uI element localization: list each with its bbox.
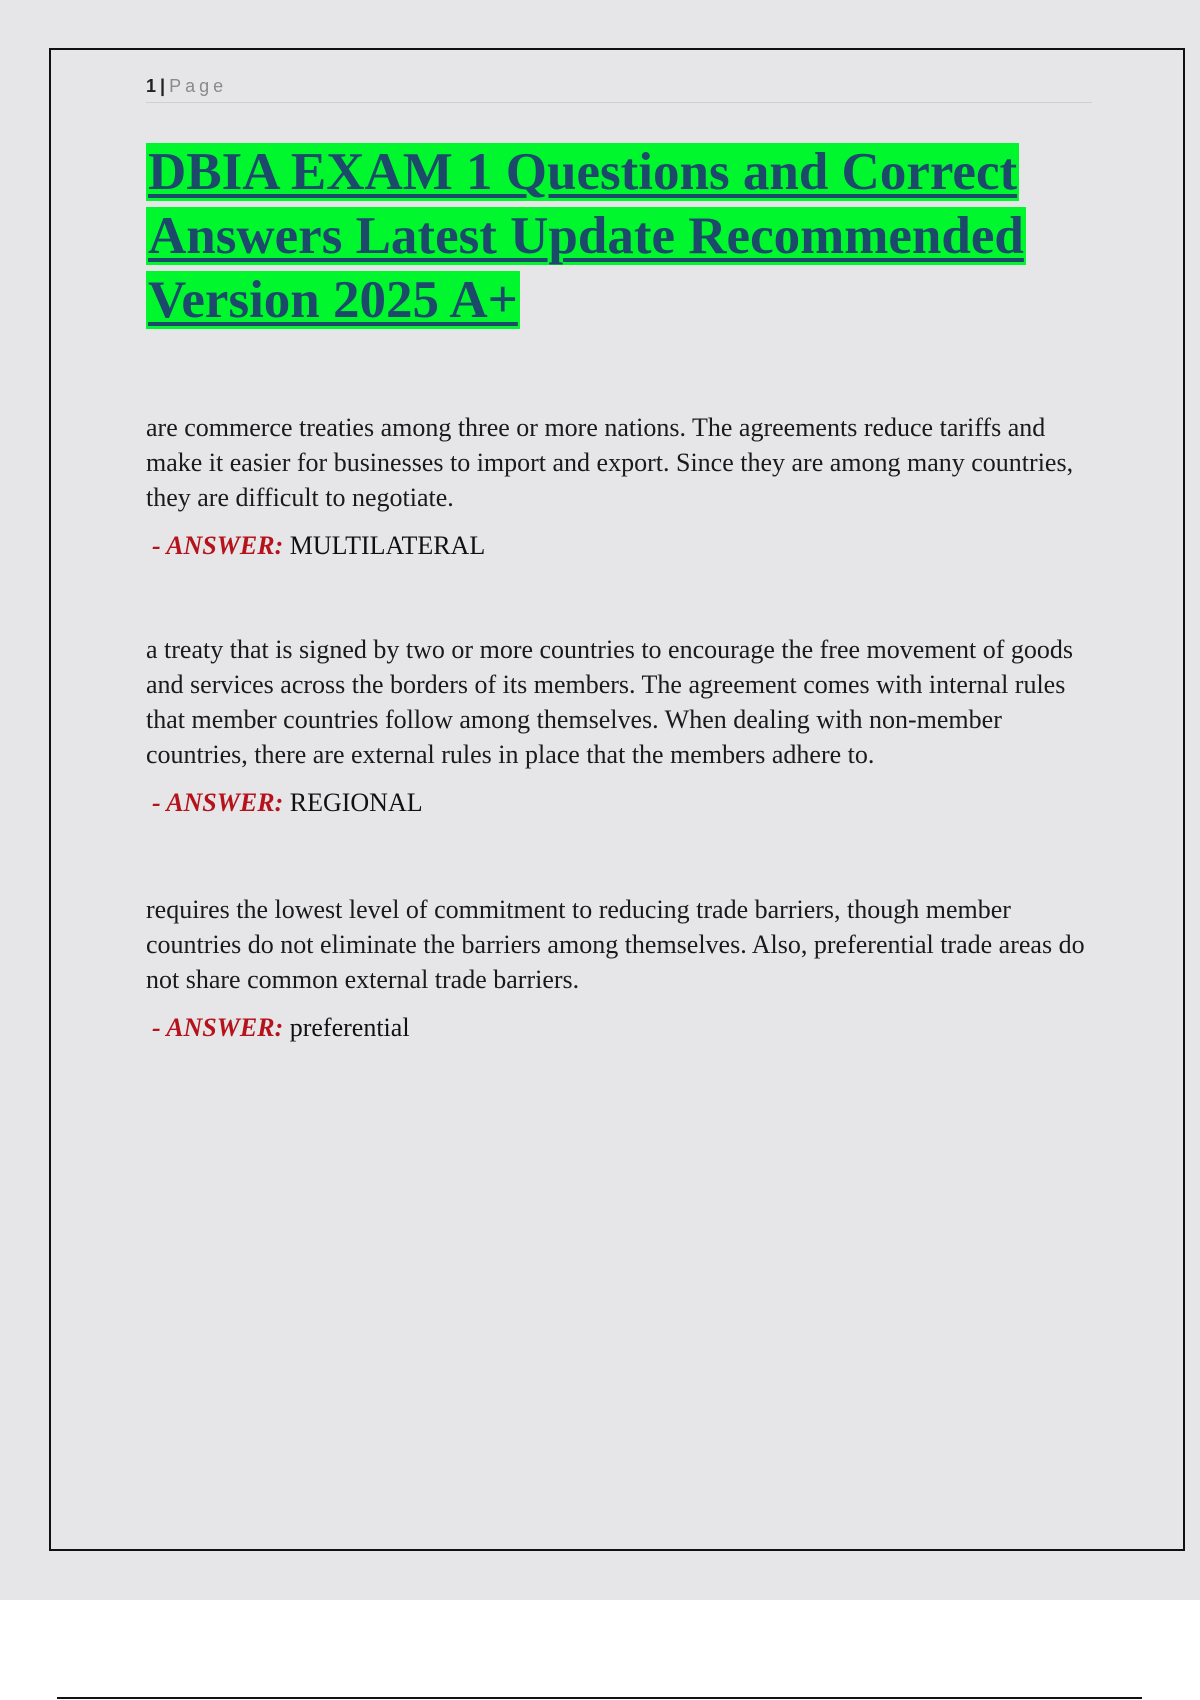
question-block-1 [146, 410, 1096, 563]
answer-text: REGIONAL [289, 788, 423, 817]
answer-label: - ANSWER: [152, 788, 284, 817]
answer-line [152, 1011, 1096, 1045]
answer-line [152, 529, 1096, 563]
answer-label: - ANSWER: [152, 531, 284, 560]
title-line-3: Version 2025 A+ [148, 271, 518, 329]
page-label: Page [169, 76, 228, 96]
page-header [146, 74, 1092, 103]
question-text: requires the lowest level of commitment to reducing trade barriers, though member countries do not eliminate the barriers among themselves. Also, preferential trade areas do not share common external trade barriers. [146, 895, 1085, 994]
title-line-2: Answers Latest Update Recommended [148, 207, 1024, 265]
question-block-2 [146, 632, 1096, 820]
answer-text: MULTILATERAL [289, 531, 486, 560]
answer-text: preferential [289, 1013, 410, 1042]
answer-line [152, 786, 1096, 820]
answer-label: - ANSWER: [152, 1013, 284, 1042]
page-number: 1 [146, 76, 157, 96]
question-block-3 [146, 892, 1096, 1045]
question-text: a treaty that is signed by two or more countries to encourage the free movement of goods and services across the borders of its members. The agreement comes with internal rules that member countries follow among themselves. When dealing with non-member countries, there are external rules in place that the members adhere to. [146, 635, 1074, 769]
bottom-divider [57, 1697, 1142, 1699]
page-separator: | [160, 76, 166, 96]
title-line-1: DBIA EXAM 1 Questions and Correct [148, 143, 1018, 201]
question-text: are commerce treaties among three or more nations. The agreements reduce tariffs and make it easier for businesses to import and export. Since they are among many countries, they are difficult to negotiate. [146, 413, 1074, 512]
document-title [146, 140, 1046, 332]
